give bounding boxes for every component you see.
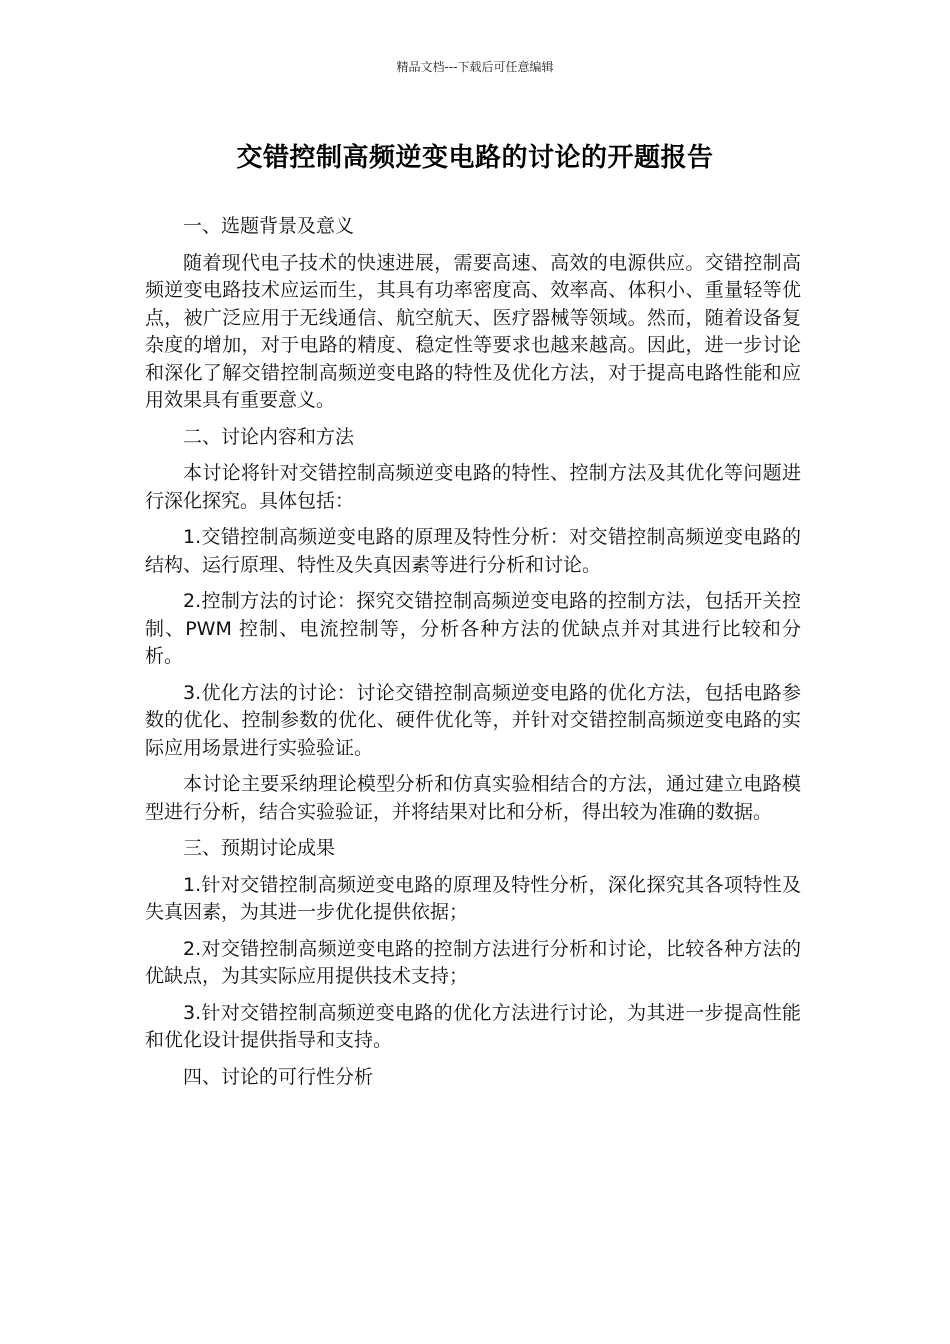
header-note: 精品文档---下载后可任意编辑 (396, 60, 554, 74)
paragraph-background: 随着现代电子技术的快速进展，需要高速、高效的电源供应。交错控制高频逆变电路技术应运而生，其具有功率密度高、效率高、体积小、重量轻等优点，被广泛应用于无线通信、航空航天、医疗器械等领域。然而，随着设备复杂度的增加，对于电路的精度、稳定性等要求也越来越高。因此，进一步讨论和深化了解交错控制高频逆变电路的特性及优化方法，对于提高电路性能和应用效果具有重要意义。 (145, 251, 801, 411)
paragraph-result-3: 3.针对交错控制高频逆变电路的优化方法进行讨论，为其进一步提高性能和优化设计提供指导和支持。 (145, 1001, 801, 1051)
document-body (145, 213, 801, 1100)
section-heading-expected-results: 三、预期讨论成果 (183, 837, 336, 859)
section-heading-feasibility: 四、讨论的可行性分析 (183, 1065, 374, 1088)
paragraph-content-item-2: 2.控制方法的讨论：探究交错控制高频逆变电路的控制方法，包括开关控制、PWM 控制、电流控制等，分析各种方法的优缺点并对其进行比较和分析。 (145, 590, 801, 667)
section-heading-background: 一、选题背景及意义 (183, 215, 355, 237)
paragraph-content-method: 本讨论主要采纳理论模型分析和仿真实验相结合的方法，通过建立电路模型进行分析，结合实验验证，并将结果对比和分析，得出较为准确的数据。 (145, 773, 801, 823)
paragraph-content-intro: 本讨论将针对交错控制高频逆变电路的特性、控制方法及其优化等问题进行深化探究。具体包括： (145, 462, 801, 512)
paragraph-result-1: 1.针对交错控制高频逆变电路的原理及特性分析，深化探究其各项特性及失真因素，为其进一步优化提供依据； (145, 873, 801, 923)
section-heading-content-method: 二、讨论内容和方法 (183, 425, 355, 448)
document-title: 交错控制高频逆变电路的讨论的开题报告 (236, 143, 714, 173)
paragraph-content-item-3: 3.优化方法的讨论：讨论交错控制高频逆变电路的优化方法，包括电路参数的优化、控制参数的优化、硬件优化等，并针对交错控制高频逆变电路的实际应用场景进行实验验证。 (145, 681, 801, 759)
paragraph-result-2: 2.对交错控制高频逆变电路的控制方法进行分析和讨论，比较各种方法的优缺点，为其实际应用提供技术支持； (145, 937, 801, 987)
paragraph-content-item-1: 1.交错控制高频逆变电路的原理及特性分析：对交错控制高频逆变电路的结构、运行原理、特性及失真因素等进行分析和讨论。 (145, 526, 801, 576)
